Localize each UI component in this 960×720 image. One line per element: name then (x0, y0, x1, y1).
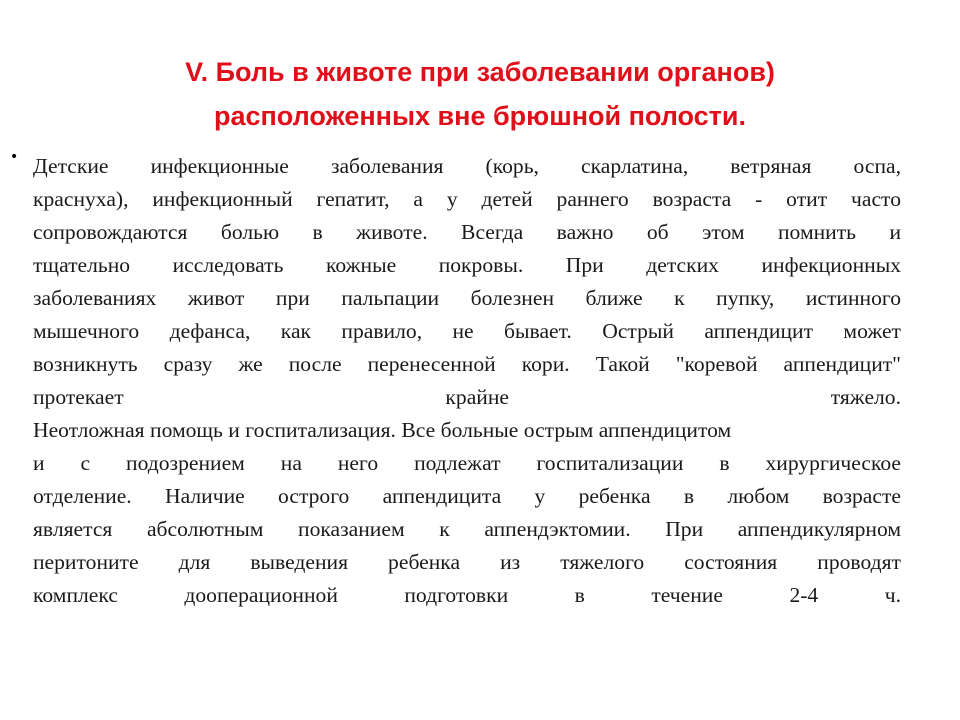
slide-title (90, 50, 870, 138)
body-line: краснуха), инфекционный гепатит, а у детей раннего возраста - отит часто (33, 187, 901, 211)
body-line: является абсолютным показанием к аппендэктомии. При аппендикулярном (33, 517, 901, 541)
body-line: сопровождаются болью в животе. Всегда важно об этом помнить и (33, 220, 901, 244)
body-line: протекает крайне тяжело. (33, 385, 901, 409)
body-text (33, 150, 901, 612)
title-line-2: расположенных вне брюшной полости. (213, 101, 747, 131)
body-line: перитоните для выведения ребенка из тяжелого состояния проводят (33, 550, 901, 574)
body-line: отделение. Наличие острого аппендицита у ребенка в любом возрасте (33, 484, 901, 508)
body-line: заболеваниях живот при пальпации болезнен ближе к пупку, истинного (33, 286, 901, 310)
body-line: Неотложная помощь и госпитализация. Все больные острым аппендицитом (33, 418, 732, 442)
bullet-icon: • (10, 149, 19, 165)
body-line: тщательно исследовать кожные покровы. При детских инфекционных (33, 253, 901, 277)
body-line: Детские инфекционные заболевания (корь, скарлатина, ветряная оспа, (33, 154, 901, 178)
body-line: мышечного дефанса, как правило, не бывает. Острый аппендицит может (33, 319, 901, 343)
body-line: комплекс дооперационной подготовки в течение 2-4 ч. (33, 583, 901, 607)
title-line-1: V. Боль в животе при заболевании органов) (185, 57, 775, 87)
body-line: возникнуть сразу же после перенесенной кори. Такой "коревой аппендицит" (33, 352, 901, 376)
body-line: и с подозрением на него подлежат госпитализации в хирургическое (33, 451, 901, 475)
